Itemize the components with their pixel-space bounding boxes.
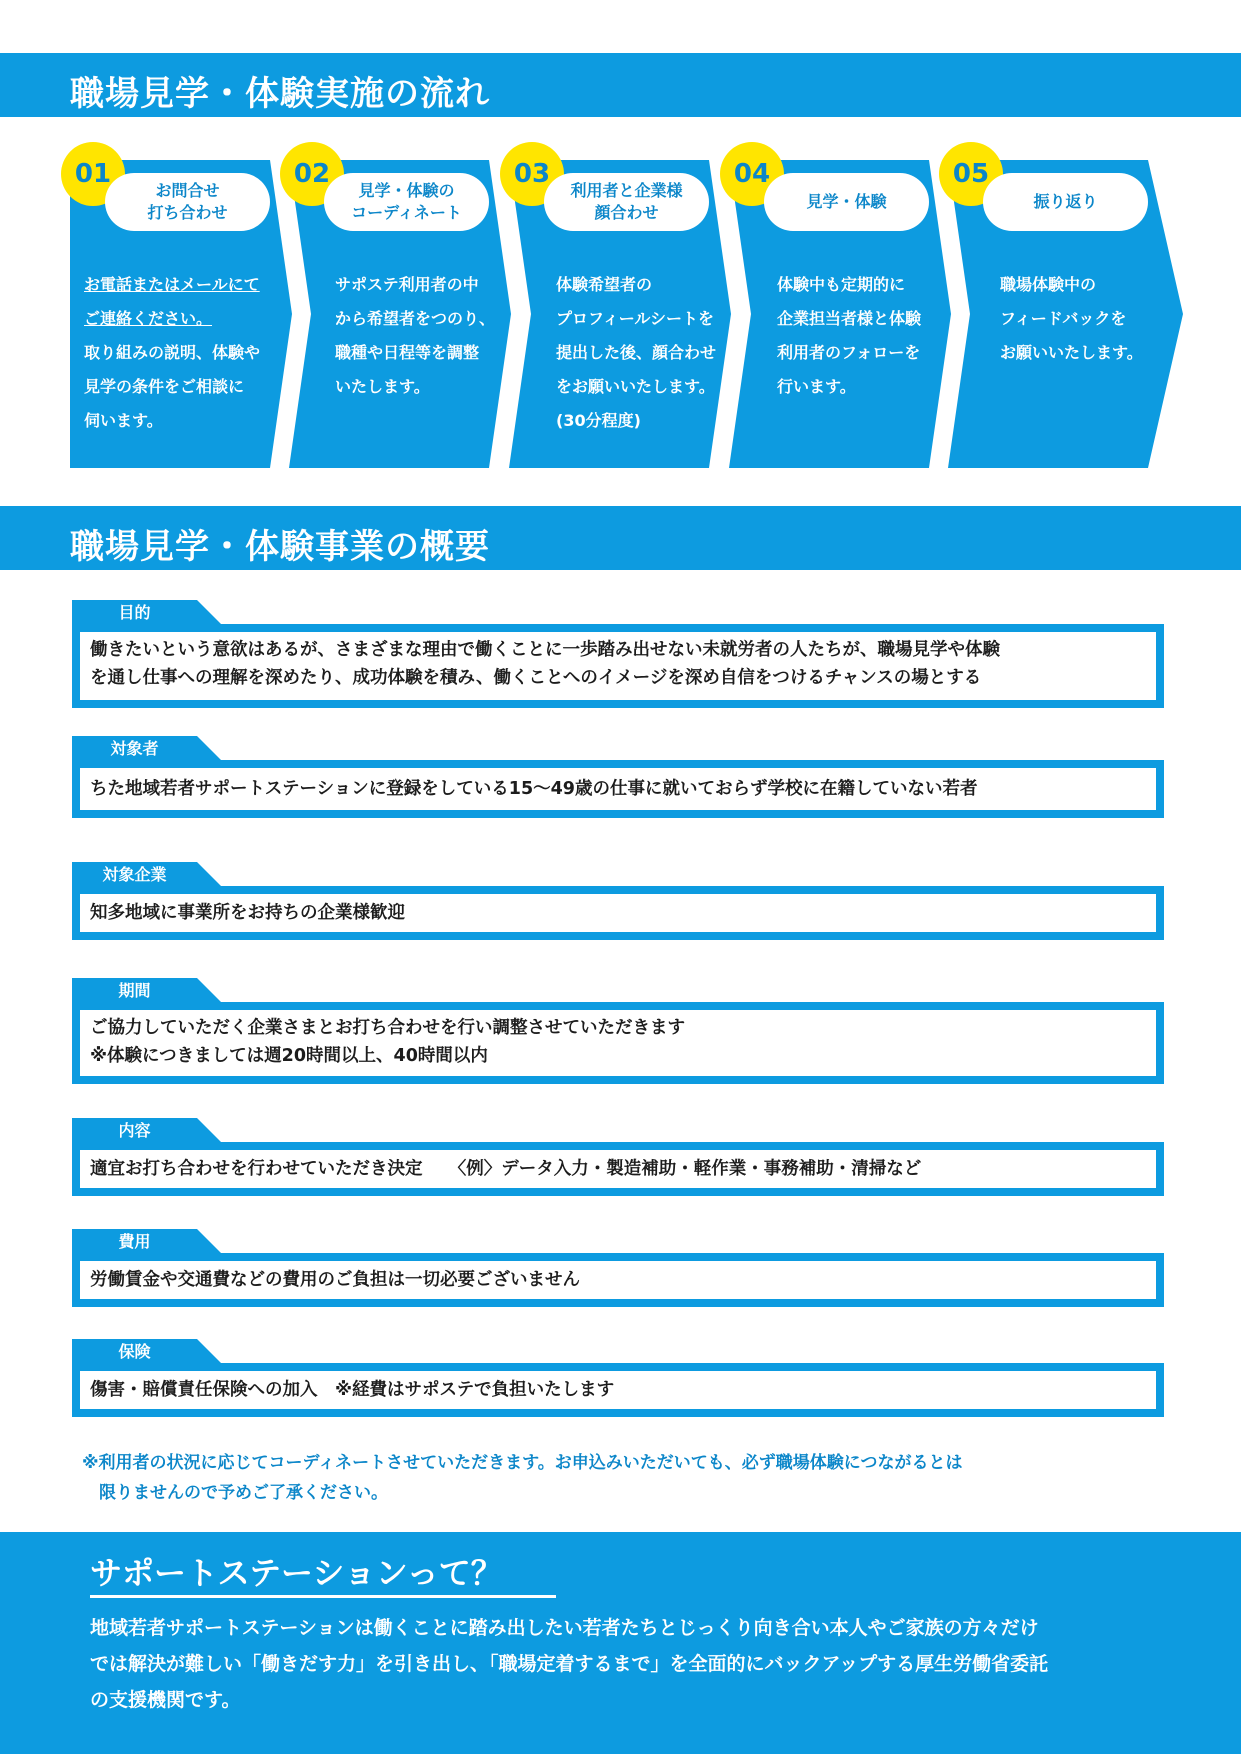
overview-section-title: 職場見学・体験事業の概要 <box>70 527 490 567</box>
flow-section-title: 職場見学・体験実施の流れ <box>70 74 490 114</box>
disclaimer-note: ※利用者の状況に応じてコーディネートさせていただきます。お申込みいただいても、必ず職場体験につながるとは 限りませんので予めご了承ください。 <box>82 1453 963 1503</box>
overview-text: 労働賃金や交通費などの費用のご負担は一切必要ございません <box>80 1261 1156 1299</box>
step-description: 体験希望者の プロフィールシートを 提出した後、顔合わせ をお願いいたします。 (30分程度) <box>556 275 717 430</box>
step-number-badge: 02 <box>280 142 344 206</box>
step-label: 見学・体験の コーディネート <box>324 173 489 231</box>
step-number-badge: 03 <box>500 142 564 206</box>
overview-box <box>72 1253 1164 1307</box>
overview-text: 傷害・賠償責任保険への加入 ※経費はサポステで負担いたします <box>80 1371 1156 1409</box>
overview-text: 適宜お打ち合わせを行わせていただき決定 〈例〉データ入力・製造補助・軽作業・事務補助・清掃など <box>80 1150 1156 1188</box>
step-number-badge: 01 <box>61 142 125 206</box>
about-title: サポートステーションって？ <box>90 1554 503 1592</box>
overview-text: 知多地域に事業所をお持ちの企業様歓迎 <box>80 894 1156 932</box>
overview-box <box>72 1363 1164 1417</box>
flow-step-5 <box>948 160 1170 468</box>
step-description: サポステ利用者の中 から希望者をつのり、 職種や日程等を調整 いたします。 <box>335 275 496 396</box>
overview-box <box>72 1142 1164 1196</box>
step-description: 体験中も定期的に 企業担当者様と体験 利用者のフォローを 行います。 <box>777 275 922 396</box>
step-description: 職場体験中の フィードバックを お願いいたします。 <box>1000 275 1143 362</box>
about-title-underline <box>90 1595 556 1598</box>
step-description: お電話またはメールにて ご連絡ください。 取り組みの説明、体験や 見学の条件をご相談に 伺います。 <box>84 275 261 430</box>
overview-box <box>72 760 1164 818</box>
flow-step-4 <box>729 160 951 468</box>
step-number-badge: 05 <box>939 142 1003 206</box>
step-label: 見学・体験 <box>764 173 929 231</box>
overview-box <box>72 624 1164 708</box>
step-label: 振り返り <box>983 173 1148 231</box>
overview-box <box>72 1002 1164 1084</box>
flow-step-2 <box>289 160 511 468</box>
overview-text: ご協力していただく企業さまとお打ち合わせを行い調整させていただきます ※体験につきましては週20時間以上、40時間以内 <box>80 1010 1156 1076</box>
step-label: 利用者と企業様 顔合わせ <box>544 173 709 231</box>
flow-step-1 <box>70 160 292 468</box>
overview-text: 働きたいという意欲はあるが、さまざまな理由で働くことに一歩踏み出せない未就労者の人たちが、職場見学や体験 を通し仕事への理解を深めたり、成功体験を積み、働くことへのイメージを深め自信をつけるチャンスの場とする <box>80 632 1156 700</box>
step-label: お問合せ 打ち合わせ <box>105 173 270 231</box>
step-number-badge: 04 <box>720 142 784 206</box>
flow-step-3 <box>509 160 731 468</box>
about-body: 地域若者サポートステーションは働くことに踏み出したい若者たちとじっくり向き合い本人やご家族の方々だけ では解決が難しい「働きだす力」を引き出し、「職場定着するまで」を全面的にバックアップする厚生労働省委託 の支援機関です。 <box>90 1617 1049 1711</box>
overview-box <box>72 886 1164 940</box>
overview-text: ちた地域若者サポートステーションに登録をしている15～49歳の仕事に就いておらず学校に在籍していない若者 <box>80 768 1156 810</box>
